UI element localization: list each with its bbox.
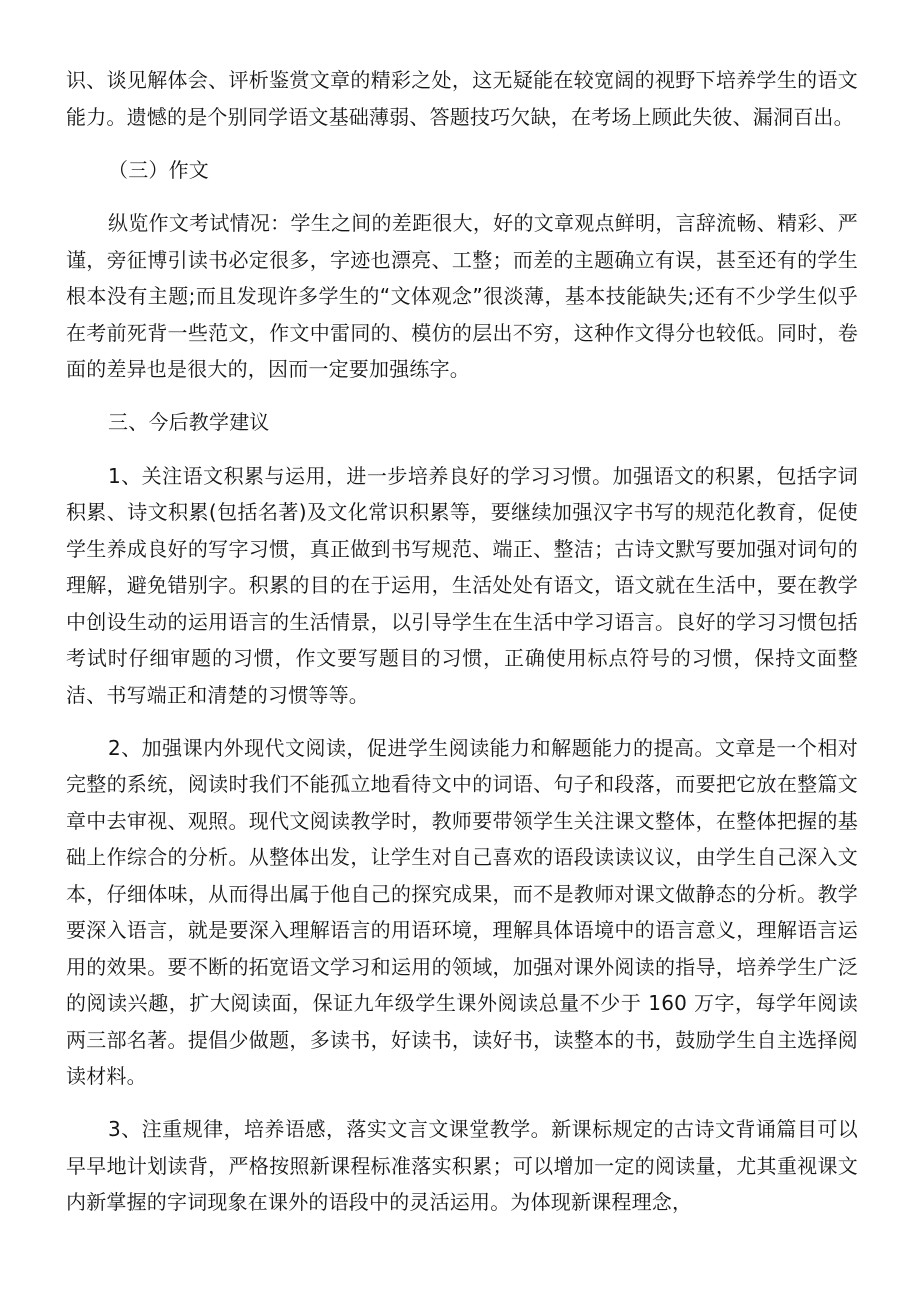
paragraph-suggestion-3: 3、注重规律，培养语感，落实文言文课堂教学。新课标规定的古诗文背诵篇目可以早早地计划读背，严格按照新课程标准落实积累；可以增加一定的阅读量，尤其重视课文内新掌握的字词现象在课外的语段中的灵活运用。为体现新课程理念，	[66, 1117, 858, 1214]
paragraph-composition-review: 纵览作文考试情况：学生之间的差距很大，好的文章观点鲜明，言辞流畅、精彩、严谨，旁征博引读书必定很多，字迹也漂亮、工整；而差的主题确立有误，甚至还有的学生根本没有主题;而且发现许多学生的“文体观念”很淡薄，基本技能缺失;还有不少学生似乎在考前死背一些范文，作文中雷同的、模仿的层出不穷，这种作文得分也较低。同时，卷面的差异也是很大的，因而一定要加强练字。	[66, 211, 858, 381]
paragraph-suggestion-1: 1、关注语文积累与运用，进一步培养良好的学习习惯。加强语文的积累，包括字词积累、诗文积累(包括名著)及文化常识积累等，要继续加强汉字书写的规范化教育，促使学生养成良好的写字习惯，真正做到书写规范、端正、整洁；古诗文默写要加强对词句的理解，避免错别字。积累的目的在于运用，生活处处有语文，语文就在生活中，要在教学中创设生动的运用语言的生活情景，以引导学生在生活中学习语言。良好的学习习惯包括考试时仔细审题的习惯，作文要写题目的习惯，正确使用标点符号的习惯，保持文面整洁、书写端正和清楚的习惯等等。	[66, 463, 858, 707]
paragraph-continuation: 识、谈见解体会、评析鉴赏文章的精彩之处，这无疑能在较宽阔的视野下培养学生的语文能力。遗憾的是个别同学语文基础薄弱、答题技巧欠缺，在考场上顾此失彼、漏洞百出。	[66, 68, 858, 129]
section-heading-suggestions: 三、今后教学建议	[108, 410, 270, 434]
paragraph-suggestion-2: 2、加强课内外现代文阅读，促进学生阅读能力和解题能力的提高。文章是一个相对完整的系统，阅读时我们不能孤立地看待文中的词语、句子和段落，而要把它放在整篇文章中去审视、观照。现代文阅读教学时，教师要带领学生关注课文整体，在整体把握的基础上作综合的分析。从整体出发，让学生对自己喜欢的语段读读议议，由学生自己深入文本，仔细体味，从而得出属于他自己的探究成果，而不是教师对课文做静态的分析。教学要深入语言，就是要深入理解语言的用语环境，理解具体语境中的语言意义，理解语言运用的效果。要不断的拓宽语文学习和运用的领域，加强对课外阅读的指导，培养学生广泛的阅读兴趣，扩大阅读面，保证九年级学生课外阅读总量不少于 160 万字，每学年阅读两三部名著。提倡少做题，多读书，好读书，读好书，读整本的书，鼓励学生自主选择阅读材料。	[66, 735, 858, 1088]
section-heading-composition: （三）作文	[108, 157, 209, 182]
